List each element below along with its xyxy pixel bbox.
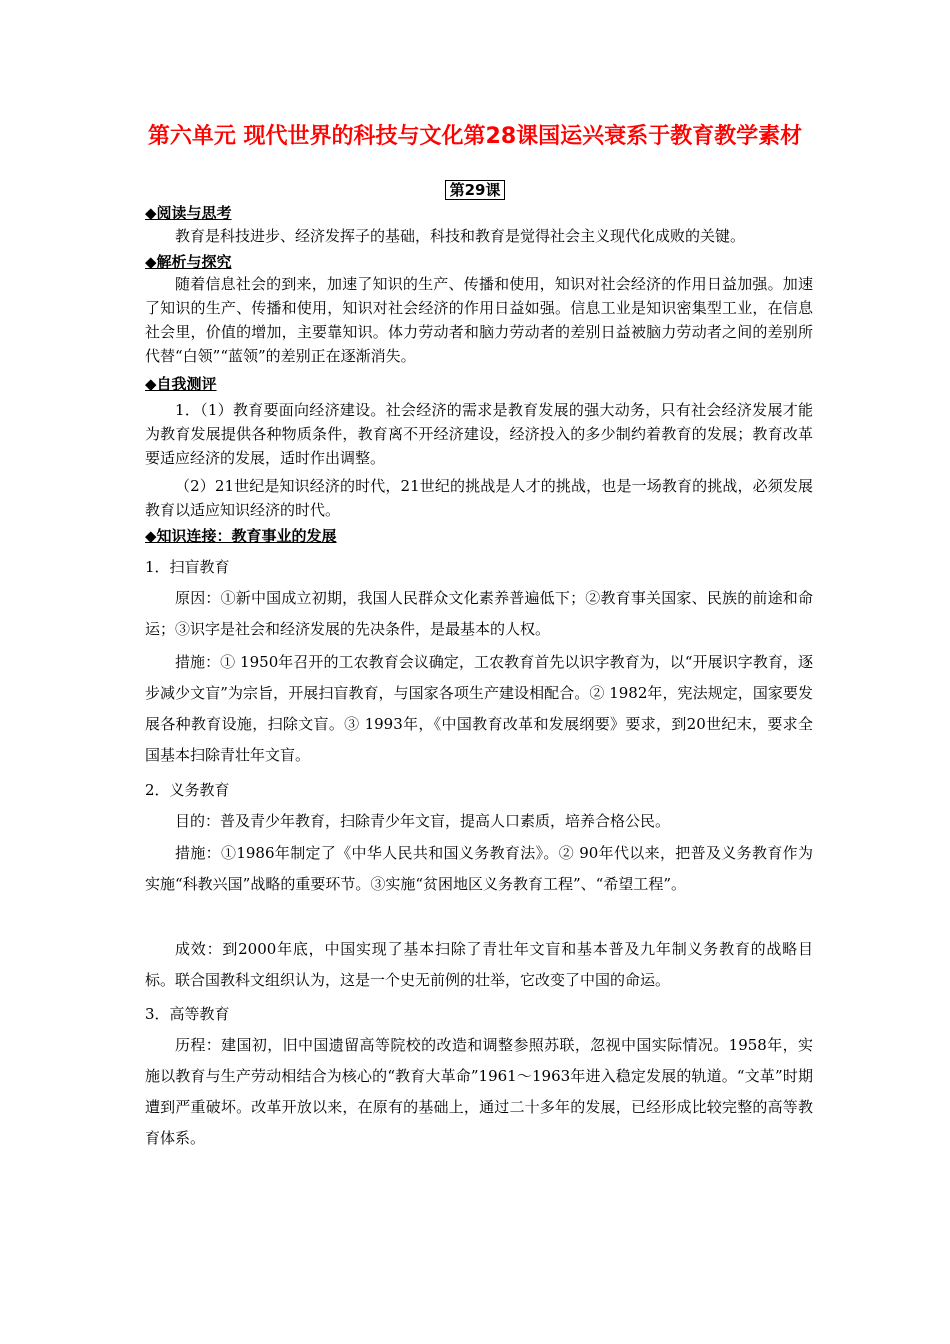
literacy-measures: 措施：① 1950年召开的工农教育会议确定，工农教育首先以识字教育为，以“开展识字教育，逐步减少文盲”为宗旨，开展扫盲教育，与国家各项生产建设相配合。② 1982年，宪法规定，国家要发展各种教育设施，扫除文盲。③ 1993年，《中国教育改革和发展纲要》要求，到20世纪末，要求全国基本扫除青壮年文盲。 (145, 653, 813, 764)
compulsory-result: 成效：到2000年底，中国实现了基本扫除了青壮年文盲和基本普及九年制义务教育的战略目标。联合国教科文组织认为，这是一个史无前例的壮举，它改变了中国的命运。 (145, 940, 813, 989)
compulsory-goal: 目的：普及青少年教育，扫除青少年文盲，提高人口素质，培养合格公民。 (175, 812, 671, 830)
link-heading: ◆知识连接：教育事业的发展 (145, 527, 337, 545)
lesson-label: 第29课 (445, 180, 506, 200)
reading-text: 教育是科技进步、经济发挥子的基础，科技和教育是觉得社会主义现代化成败的关键。 (175, 227, 746, 245)
subsection-compulsory-title: 2．义务教育 (145, 781, 230, 799)
reading-heading: ◆阅读与思考 (145, 204, 232, 222)
analysis-text: 随着信息社会的到来，加速了知识的生产、传播和使用，知识对社会经济的作用日益加强。加速了知识的生产、传播和使用，知识对社会经济的作用日益如强。信息工业是知识密集型工业，在信息社会里，价值的增加，主要靠知识。体力劳动者和脑力劳动者的差别日益被脑力劳动者之间的差别所代替“白领”“蓝领”的差别正在逐渐消失。 (145, 275, 813, 365)
document-title: 第六单元 现代世界的科技与文化第28课国运兴衰系于教育教学素材 (147, 124, 803, 149)
higher-history: 历程：建国初，旧中国遗留高等院校的改造和调整参照苏联，忽视中国实际情况。1958年，实施以教育与生产劳动相结合为核心的“教育大革命”1961～1963年进入稳定发展的轨道。“文革”时期遭到严重破坏。改革开放以来，在原有的基础上，通过二十多年的发展，已经形成比较完整的高等教育体系。 (145, 1036, 813, 1147)
analysis-heading: ◆解析与探究 (145, 253, 232, 271)
literacy-reason: 原因：①新中国成立初期，我国人民群众文化素养普遍低下；②教育事关国家、民族的前途和命运；③识字是社会和经济发展的先决条件，是最基本的人权。 (145, 589, 813, 638)
selftest-heading: ◆自我测评 (145, 375, 217, 393)
selftest-item-1: 1．（1）教育要面向经济建设。社会经济的需求是教育发展的强大动务，只有社会经济发展才能为教育发展提供各种物质条件，教育离不开经济建设，经济投入的多少制约着教育的发展；教育改革要适应经济的发展，适时作出调整。 (145, 401, 813, 467)
subsection-higher-title: 3．高等教育 (145, 1005, 230, 1023)
selftest-item-2: （2）21世纪是知识经济的时代，21世纪的挑战是人才的挑战，也是一场教育的挑战，必须发展教育以适应知识经济的时代。 (145, 477, 813, 519)
lesson-label-box (0, 180, 950, 200)
compulsory-measures: 措施：①1986年制定了《中华人民共和国义务教育法》。② 90年代以来，把普及义务教育作为实施“科教兴国”战略的重要环节。③实施“贫困地区义务教育工程”、“希望工程”。 (145, 844, 813, 893)
subsection-literacy-title: 1．扫盲教育 (145, 558, 230, 576)
